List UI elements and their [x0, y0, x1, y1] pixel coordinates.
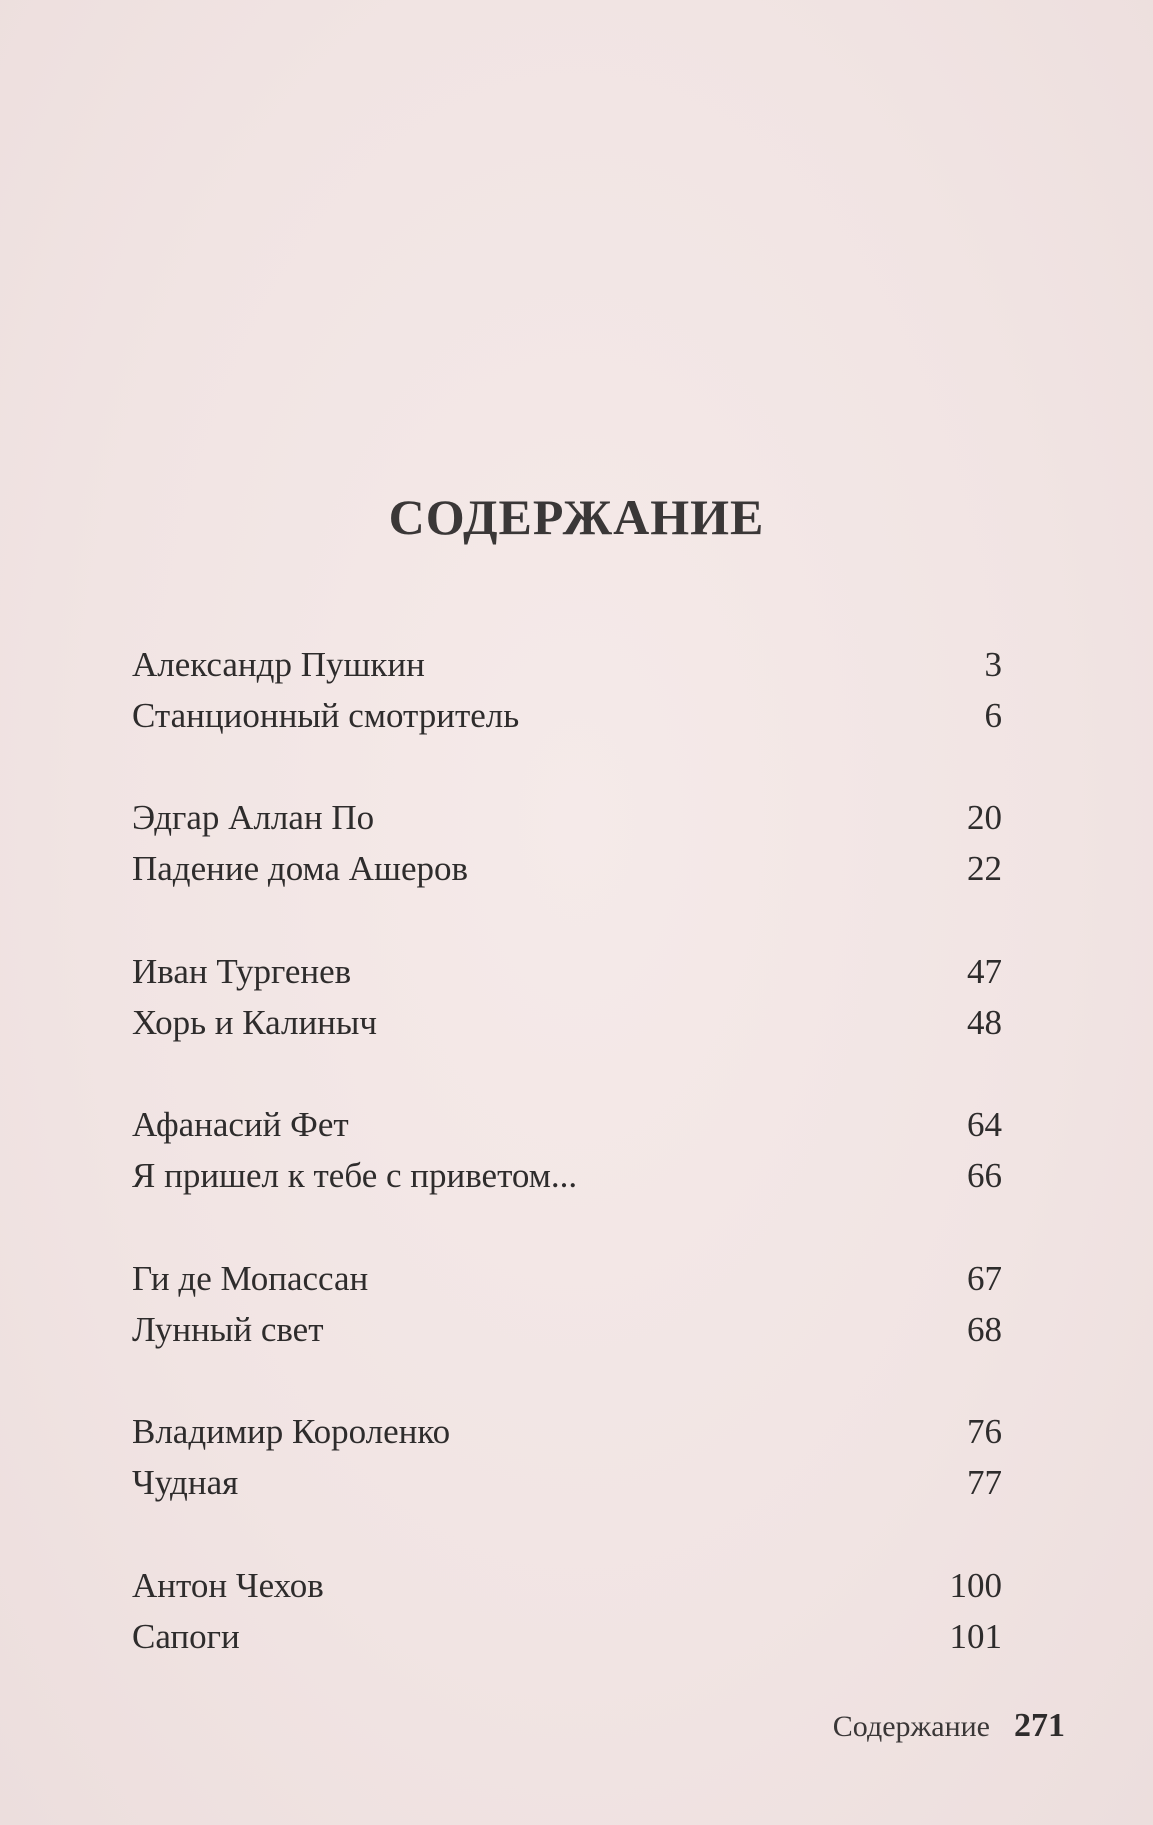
page-footer: [833, 1707, 1065, 1745]
toc-page-number: 101: [949, 1617, 1002, 1656]
toc-entry-label: Ги де Мопассан: [132, 1259, 369, 1298]
table-of-contents: [132, 0, 1002, 1700]
toc-page-number: 77: [967, 1463, 1002, 1502]
toc-entry-author: [132, 952, 1002, 1002]
toc-entry-label: Лунный свет: [132, 1310, 324, 1349]
toc-page-number: 68: [967, 1310, 1002, 1349]
toc-entry-label: Эдгар Аллан По: [132, 798, 375, 837]
toc-page-number: 3: [984, 645, 1002, 684]
toc-page-number: 64: [967, 1105, 1002, 1144]
toc-page-number: 76: [967, 1412, 1002, 1451]
toc-entry-label: Сапоги: [132, 1617, 240, 1656]
toc-entry-work: [132, 1310, 1002, 1360]
toc-entry-label: Афанасий Фет: [132, 1105, 349, 1144]
toc-entry-label: Станционный смотритель: [132, 696, 520, 735]
toc-page-number: 66: [967, 1156, 1002, 1195]
toc-page-number: 67: [967, 1259, 1002, 1298]
toc-entry-author: [132, 645, 1002, 695]
toc-page-number: 47: [967, 952, 1002, 991]
toc-entry-label: Я пришел к тебе с приветом...: [132, 1156, 578, 1195]
toc-entry-author: [132, 1566, 1002, 1616]
toc-entry-work: [132, 849, 1002, 899]
running-header: Содержание: [832, 1710, 990, 1743]
toc-entry-label: Падение дома Ашеров: [132, 849, 469, 888]
folio-page-number: 271: [1014, 1707, 1065, 1744]
toc-page-number: 48: [967, 1003, 1002, 1042]
toc-entry-label: Иван Тургенев: [132, 952, 352, 991]
toc-entry-author: [132, 798, 1002, 848]
toc-page-number: 20: [967, 798, 1002, 837]
toc-page-number: 6: [984, 696, 1002, 735]
toc-entry-work: [132, 1617, 1002, 1667]
toc-entry-label: Антон Чехов: [132, 1566, 324, 1605]
toc-page-number: 22: [967, 849, 1002, 888]
toc-entry-work: [132, 1463, 1002, 1513]
toc-entry-work: [132, 696, 1002, 746]
page-title: СОДЕРЖАНИЕ: [388, 489, 765, 545]
toc-entry-label: Владимир Короленко: [132, 1412, 451, 1451]
toc-entry-label: Александр Пушкин: [132, 645, 425, 684]
toc-entry-author: [132, 1105, 1002, 1155]
toc-entry-work: [132, 1156, 1002, 1206]
toc-entry-author: [132, 1259, 1002, 1309]
toc-entry-label: Хорь и Калиныч: [132, 1003, 378, 1042]
toc-entry-label: Чудная: [132, 1463, 239, 1502]
toc-page-number: 100: [949, 1566, 1002, 1605]
toc-entry-author: [132, 1412, 1002, 1462]
toc-entry-work: [132, 1003, 1002, 1053]
